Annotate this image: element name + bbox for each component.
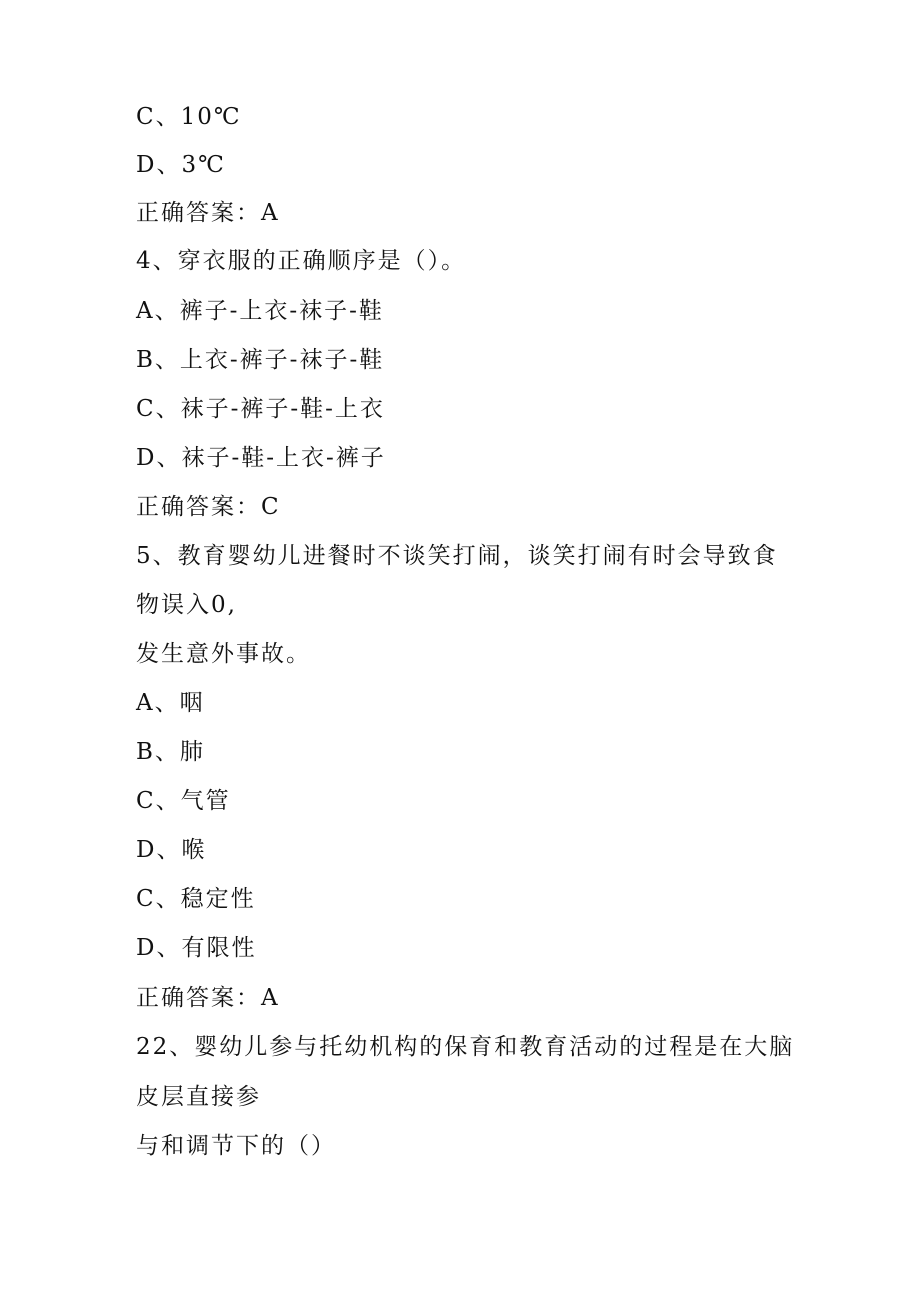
option-d-q3: D、3℃	[136, 152, 226, 178]
option-d-limitation: D、有限性	[136, 935, 257, 961]
question-5-line-3: 发生意外事故。	[136, 641, 311, 667]
question-22-line-1: 22、婴幼儿参与托幼机构的保育和教育活动的过程是在大脑	[136, 1034, 795, 1060]
option-c-q4: C、袜子-裤子-鞋-上衣	[136, 396, 385, 422]
question-5-line-1: 5、教育婴幼儿进餐时不谈笑打闹，谈笑打闹有时会导致食	[136, 543, 778, 569]
question-22-line-2: 皮层直接参	[136, 1084, 261, 1110]
option-b-q4: B、上衣-裤子-袜子-鞋	[136, 347, 385, 373]
option-c-q3: C、10℃	[136, 104, 242, 130]
question-4: 4、穿衣服的正确顺序是（）。	[136, 248, 467, 274]
option-c-stability: C、稳定性	[136, 886, 256, 912]
option-c-q5: C、气管	[136, 788, 231, 814]
option-a-q4: A、裤子-上衣-袜子-鞋	[136, 298, 384, 324]
answer-q5: 正确答案：A	[136, 985, 280, 1011]
option-b-q5: B、肺	[136, 739, 205, 765]
answer-q3: 正确答案：A	[136, 200, 280, 226]
option-a-q5: A、咽	[136, 690, 205, 716]
question-22-line-3: 与和调节下的（）	[136, 1133, 336, 1159]
answer-q4: 正确答案：C	[136, 494, 281, 520]
option-d-q5: D、喉	[136, 837, 207, 863]
option-d-q4: D、袜子-鞋-上衣-裤子	[136, 445, 386, 471]
question-5-line-2: 物误入0,	[136, 592, 237, 618]
